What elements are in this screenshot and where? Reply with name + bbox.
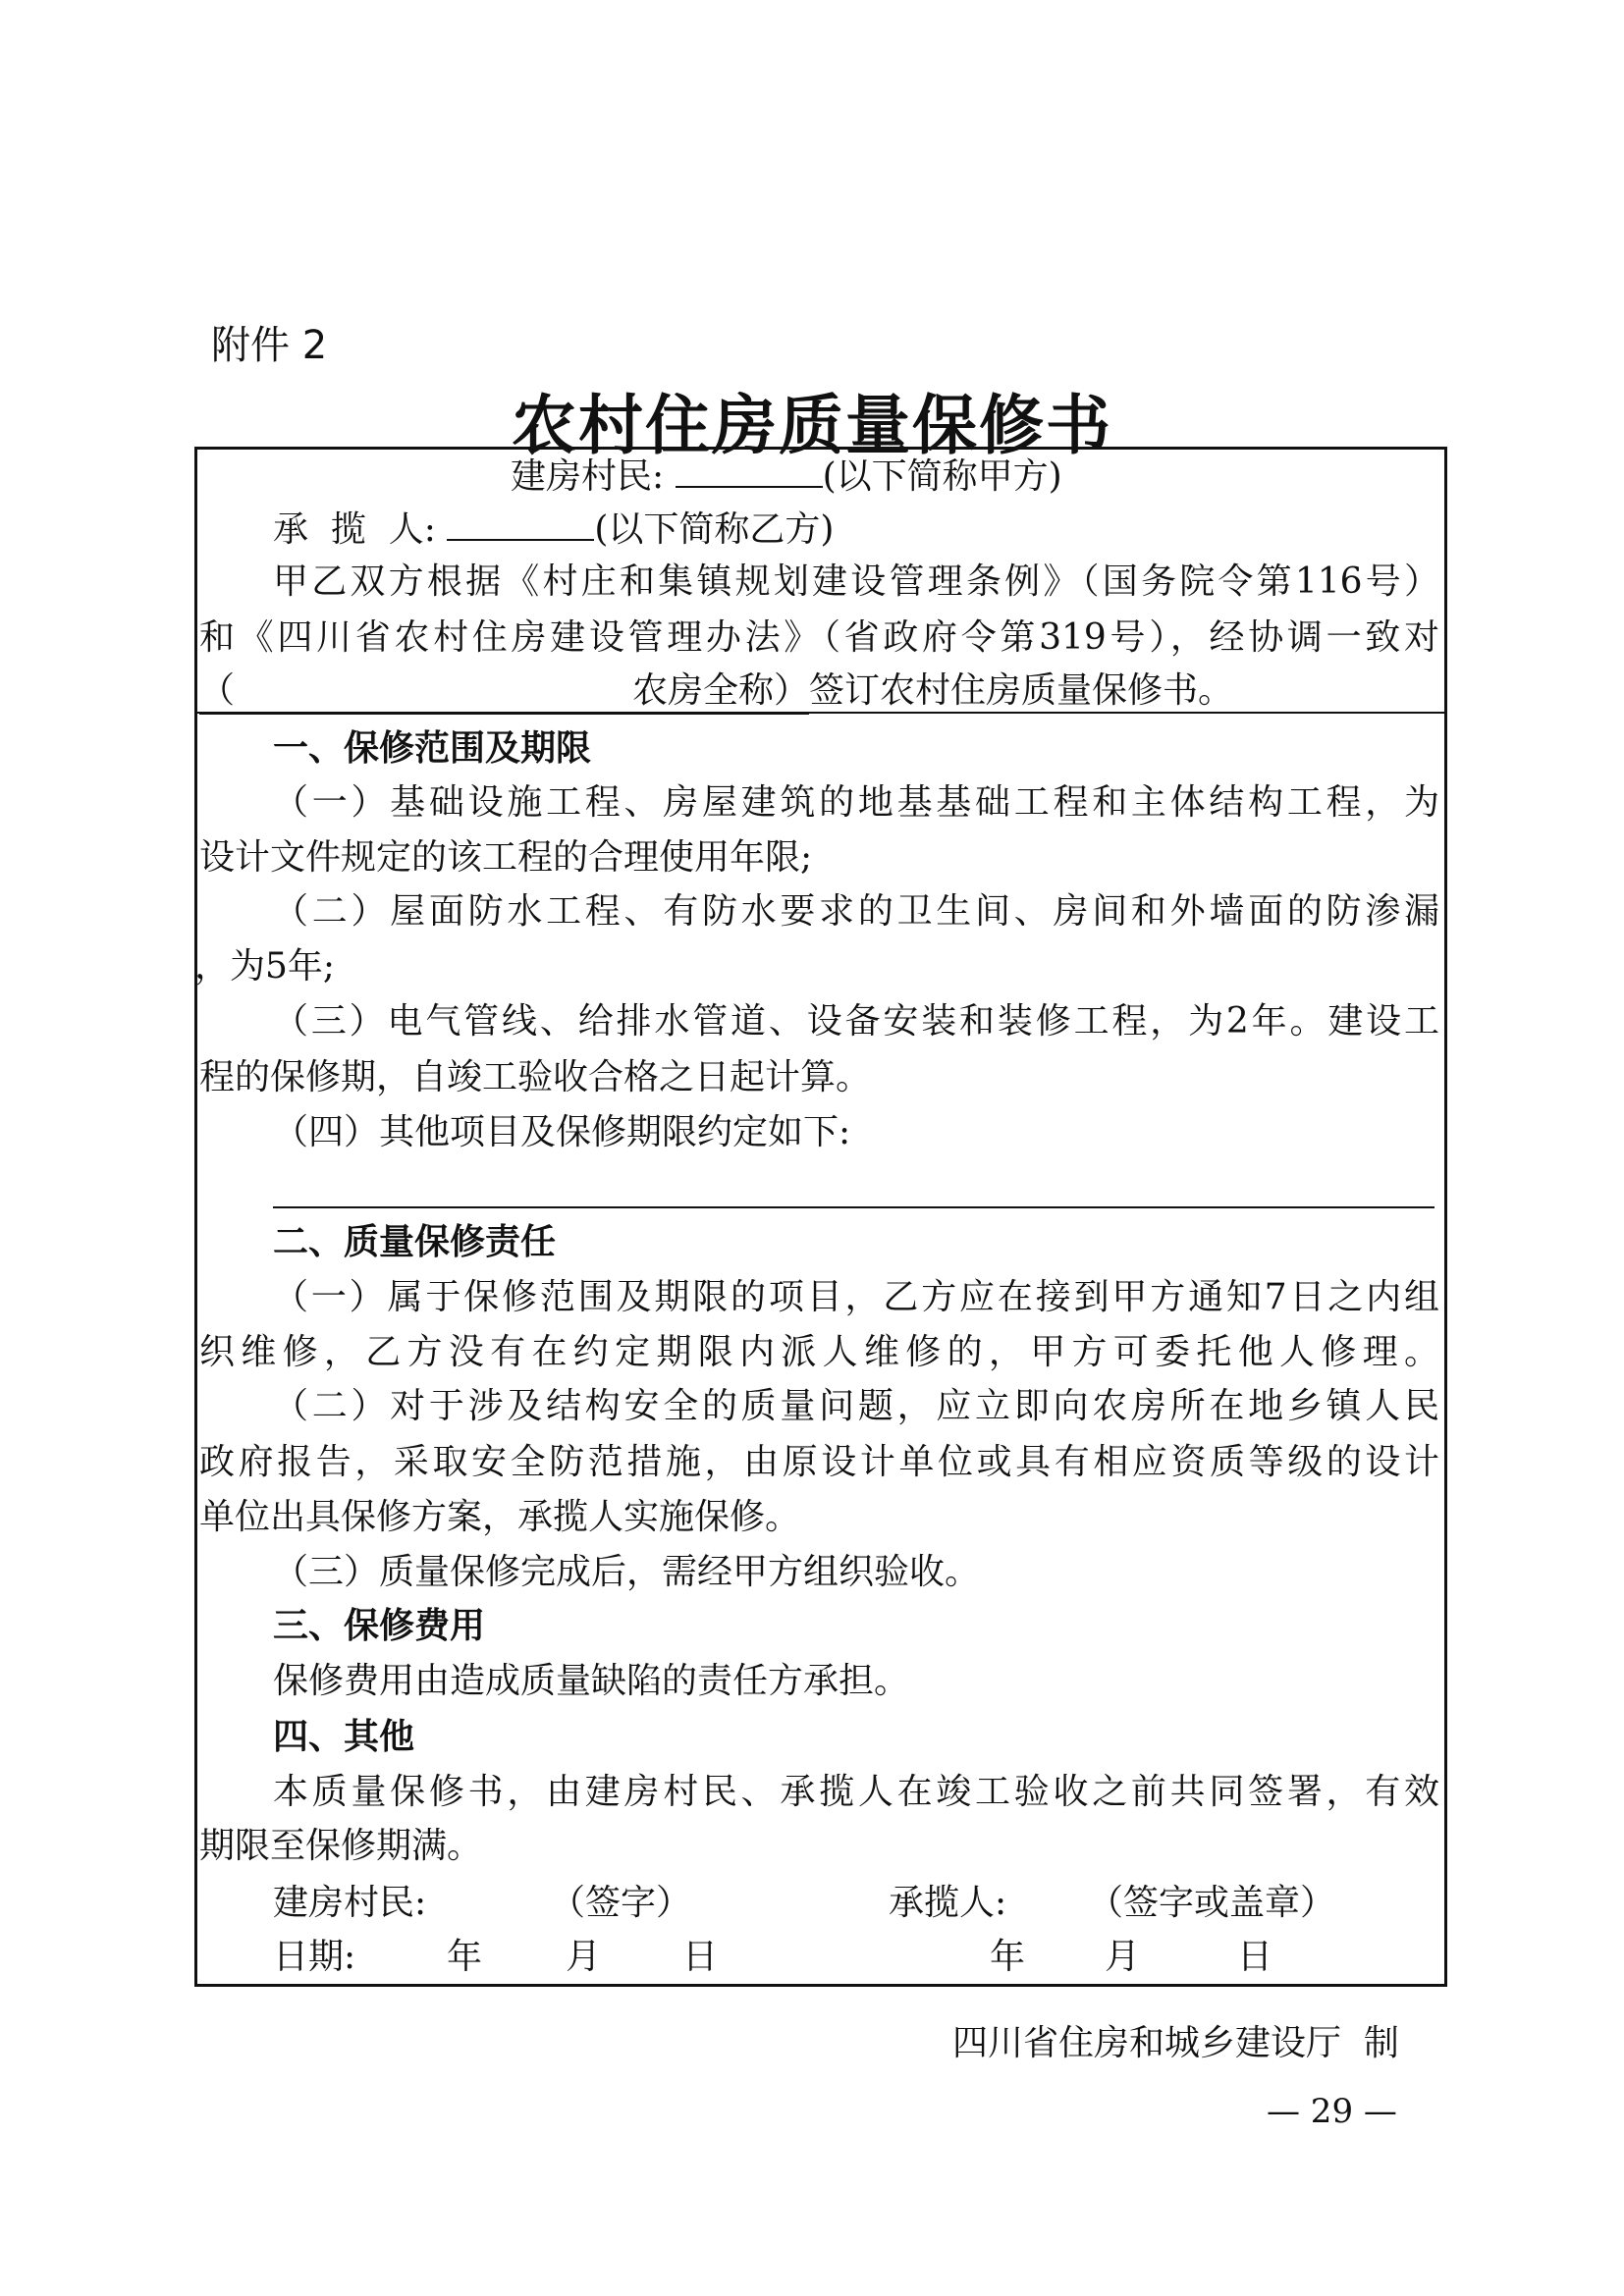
preamble-line-1: 甲乙双方根据《村庄和集镇规划建设管理条例》（国务院令第116号） (273, 561, 1439, 602)
section-2-line: 单位出具保修方案，承揽人实施保修。 (199, 1497, 801, 1537)
house-name-hint: 农房全称） (631, 670, 809, 711)
section-1-line: （四）其他项目及保修期限约定如下: (273, 1112, 851, 1152)
villager-date-day[interactable]: 日 (682, 1937, 719, 1977)
villager-name-field[interactable] (676, 447, 823, 488)
section-2-line: 政府报告，采取安全防范措施，由原设计单位或具有相应资质等级的设计 (199, 1442, 1439, 1482)
villager-signature-field[interactable]: （签字） (550, 1883, 692, 1923)
document-title: 农村住房质量保修书 (512, 388, 1112, 463)
date-label: 日期: (273, 1937, 356, 1977)
section-2-line: （一）属于保修范围及期限的项目，乙方应在接到甲方通知7日之内组 (273, 1277, 1439, 1317)
contractor-signature-label: 承揽人: (889, 1883, 1007, 1923)
section-2-heading: 二、质量保修责任 (273, 1222, 557, 1262)
section-1-line: （二）屋面防水工程、有防水要求的卫生间、房间和外墙面的防渗漏 (273, 891, 1439, 932)
contractor-date-day[interactable]: 日 (1237, 1937, 1273, 1977)
section-2-line: （三）质量保修完成后，需经甲方组织验收。 (273, 1552, 981, 1592)
attachment-label: 附件 2 (211, 323, 328, 368)
villager-date-month[interactable]: 月 (566, 1937, 602, 1977)
section-1-heading: 一、保修范围及期限 (273, 728, 592, 769)
contractor-date-year[interactable]: 年 (990, 1937, 1026, 1977)
villager-suffix: (以下简称甲方) (822, 456, 1062, 497)
issuer: 四川省住房和城乡建设厅 制 (952, 2023, 1399, 2063)
contractor-party-line (273, 500, 834, 555)
preamble-line-3 (199, 664, 1233, 719)
section-1-line: （三）电气管线、给排水管道、设备安装和装修工程，为2年。建设工 (273, 1001, 1439, 1041)
section-1-line: （一）基础设施工程、房屋建筑的地基基础工程和主体结构工程，为 (273, 782, 1439, 823)
section-3-heading: 三、保修费用 (273, 1606, 486, 1646)
separator (194, 712, 1444, 714)
house-name-field[interactable]: （ 农房全称） (199, 664, 809, 715)
villager-party-line (511, 447, 1062, 502)
section-1-line: 设计文件规定的该工程的合理使用年限; (199, 837, 813, 878)
section-3-line: 保修费用由造成质量缺陷的责任方承担。 (273, 1661, 910, 1701)
contractor-signature-field[interactable]: （签字或盖章） (1088, 1883, 1336, 1923)
preamble-tail: 签订农村住房质量保修书。 (809, 670, 1234, 711)
other-items-fill-line[interactable] (273, 1206, 1435, 1208)
contractor-date-month[interactable]: 月 (1105, 1937, 1141, 1977)
section-2-line: （二）对于涉及结构安全的质量问题，应立即向农房所在地乡镇人民 (273, 1386, 1439, 1426)
contractor-label: 承 揽 人: (273, 509, 436, 550)
preamble-line-2: 和《四川省农村住房建设管理办法》（省政府令第319号），经协调一致对 (199, 617, 1439, 658)
section-4-line: 期限至保修期满。 (199, 1826, 483, 1866)
villager-signature-label: 建房村民: (273, 1883, 427, 1923)
section-1-line: ，为5年; (194, 946, 336, 987)
section-2-line: 织维修，乙方没有在约定期限内派人维修的，甲方可委托他人修理。 (199, 1332, 1439, 1372)
villager-date-year[interactable]: 年 (447, 1937, 483, 1977)
section-4-line: 本质量保修书，由建房村民、承揽人在竣工验收之前共同签署，有效 (273, 1772, 1439, 1812)
page-number: — 29 — (1267, 2092, 1397, 2131)
villager-label: 建房村民: (511, 456, 665, 497)
contractor-suffix: (以下简称乙方) (594, 509, 835, 550)
contractor-name-field[interactable] (447, 500, 594, 541)
section-1-line: 程的保修期，自竣工验收合格之日起计算。 (199, 1057, 872, 1097)
section-4-heading: 四、其他 (273, 1717, 415, 1757)
